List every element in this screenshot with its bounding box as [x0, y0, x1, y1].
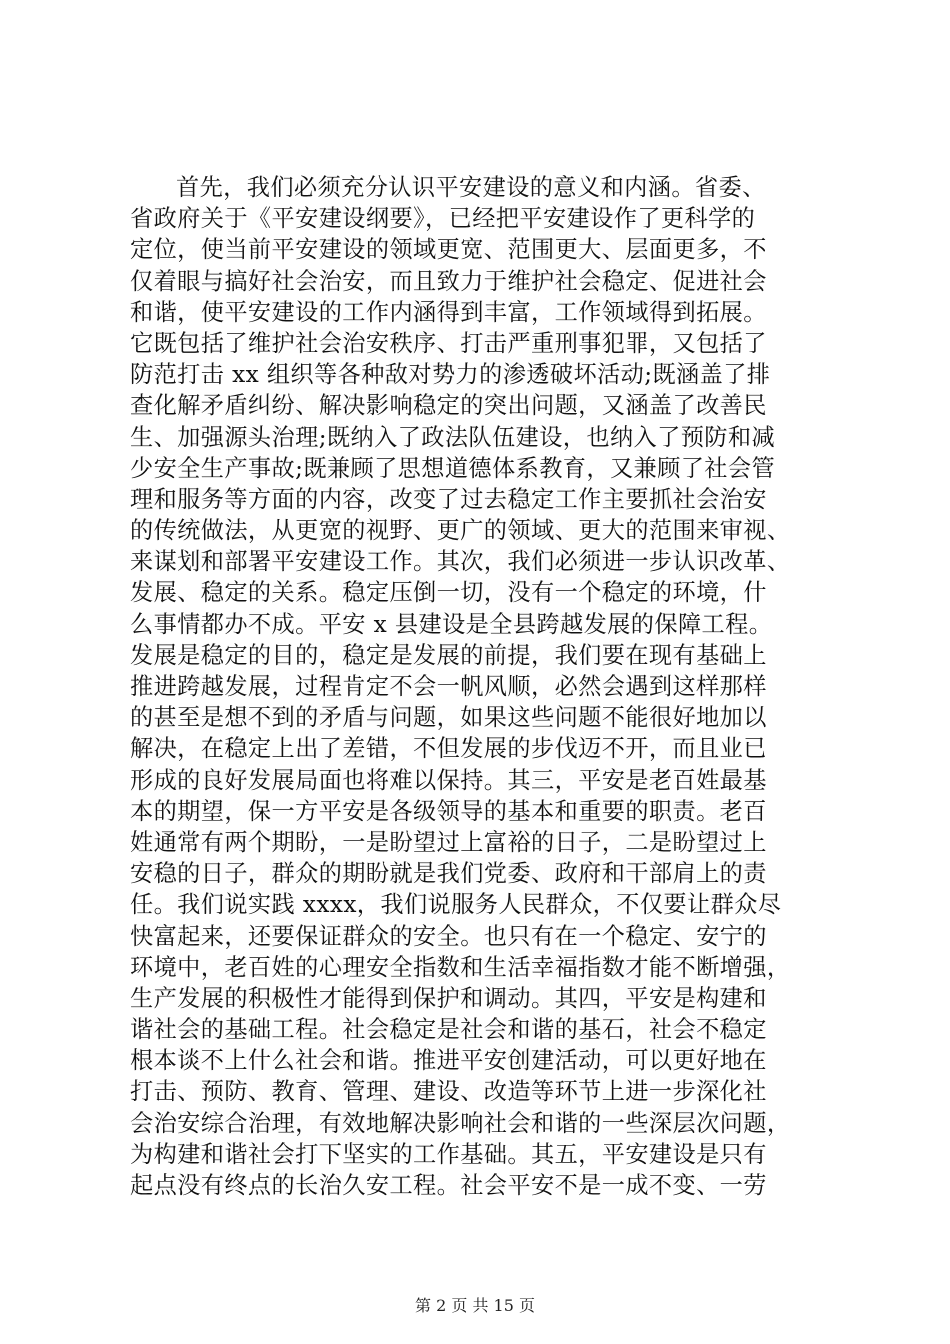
text-line: 环境中，老百姓的心理安全指数和生活幸福指数才能不断增强，	[130, 953, 791, 981]
text-line: 仅着眼与搞好社会治安，而且致力于维护社会稳定、促进社会	[130, 267, 767, 295]
text-line: 根本谈不上什么社会和谐。推进平安创建活动，可以更好地在	[130, 1047, 767, 1075]
text-line: 形成的良好发展局面也将难以保持。其三，平安是老百姓最基	[130, 766, 767, 794]
text-line: 谐社会的基础工程。社会稳定是社会和谐的基石，社会不稳定	[130, 1016, 767, 1044]
text-line: 首先，我们必须充分认识平安建设的意义和内涵。省委、	[176, 174, 766, 201]
text-line: 为构建和谐社会打下坚实的工作基础。其五，平安建设是只有	[130, 1140, 767, 1168]
text-line: 任。我们说实践 xxxx，我们说服务人民群众，不仅要让群众尽	[130, 891, 782, 919]
text-line: 和谐，使平安建设的工作内涵得到丰富，工作领域得到拓展。	[130, 298, 767, 326]
text-line: 理和服务等方面的内容，改变了过去稳定工作主要抓社会治安	[130, 485, 767, 513]
page-number-footer: 第 2 页 共 15 页	[415, 1296, 535, 1315]
text-line: 定位，使当前平安建设的领域更宽、范围更大、层面更多，不	[130, 236, 767, 264]
text-line: 省政府关于《平安建设纲要》，已经把平安建设作了更科学的	[130, 205, 756, 233]
text-line: 发展、稳定的关系。稳定压倒一切，没有一个稳定的环境，什	[130, 579, 767, 607]
text-line: 查化解矛盾纠纷、解决影响稳定的突出问题，又涵盖了改善民	[130, 392, 767, 420]
text-line: 的甚至是想不到的矛盾与问题，如果这些问题不能很好地加以	[130, 704, 767, 732]
text-line: 么事情都办不成。平安 x 县建设是全县跨越发展的保障工程。	[130, 610, 773, 638]
text-line: 快富起来，还要保证群众的安全。也只有在一个稳定、安宁的	[130, 922, 767, 950]
body-paragraph	[130, 172, 830, 1201]
text-line: 安稳的日子，群众的期盼就是我们党委、政府和干部肩上的责	[130, 860, 767, 888]
text-line: 防范打击 xx 组织等各种敌对势力的渗透破坏活动;既涵盖了排	[130, 361, 771, 389]
text-line: 发展是稳定的目的，稳定是发展的前提，我们要在现有基础上	[130, 641, 767, 669]
text-line: 的传统做法，从更宽的视野、更广的领域、更大的范围来审视、	[130, 517, 791, 545]
text-line: 会治安综合治理，有效地解决影响社会和谐的一些深层次问题，	[130, 1109, 791, 1137]
text-line: 打击、预防、教育、管理、建设、改造等环节上进一步深化社	[130, 1078, 767, 1106]
text-line: 生产发展的积极性才能得到保护和调动。其四，平安是构建和	[130, 984, 767, 1012]
text-line: 推进跨越发展，过程肯定不会一帆风顺，必然会遇到这样那样	[130, 673, 767, 700]
text-line: 本的期望，保一方平安是各级领导的基本和重要的职责。老百	[130, 797, 767, 825]
text-line: 解决，在稳定上出了差错，不但发展的步伐迈不开，而且业已	[130, 735, 767, 763]
text-line: 起点没有终点的长治久安工程。社会平安不是一成不变、一劳	[130, 1172, 767, 1199]
text-line: 姓通常有两个期盼，一是盼望过上富裕的日子，二是盼望过上	[130, 828, 767, 856]
text-line: 它既包括了维护社会治安秩序、打击严重刑事犯罪，又包括了	[130, 329, 767, 357]
text-line: 生、加强源头治理;既纳入了政法队伍建设，也纳入了预防和减	[130, 423, 776, 451]
text-line: 来谋划和部署平安建设工作。其次，我们必须进一步认识改革、	[130, 548, 791, 576]
text-line: 少安全生产事故;既兼顾了思想道德体系教育，又兼顾了社会管	[130, 454, 776, 482]
